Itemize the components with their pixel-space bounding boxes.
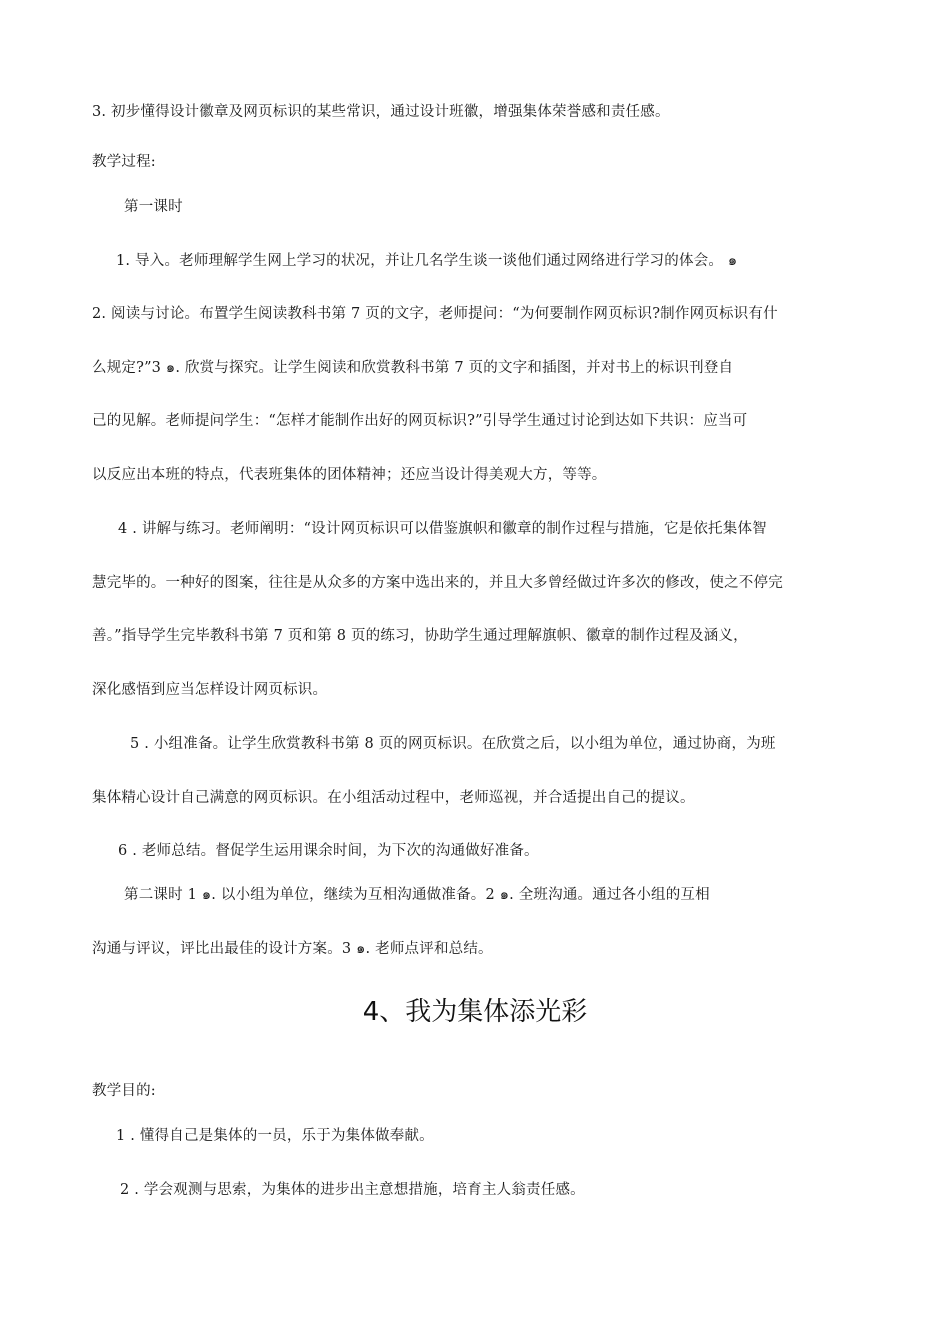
lesson-one-label: 第一课时 [124, 199, 183, 215]
goal-2: 2 . 学会观测与思索，为集体的进步出主意想措施，培育主人翁责任感。 [120, 1182, 585, 1198]
objective-3: 3. 初步懂得设计徽章及网页标识的某些常识，通过设计班徽，增强集体荣誉感和责任感。 [92, 104, 670, 120]
paragraph-line: 么规定?”3 ๑. 欣赏与探究。让学生阅读和欣赏教科书第 7 页的文字和插图，并对书上的标识刊登自 [92, 360, 734, 376]
section-label-goals: 教学目的: [92, 1083, 156, 1099]
lesson-two-line: 第二课时 1 ๑. 以小组为单位，继续为互相沟通做准备。2 ๑. 全班沟通。通过各小组的互相 [124, 887, 710, 903]
step-6-summary: 6 . 老师总结。督促学生运用课余时间，为下次的沟通做好准备。 [118, 843, 539, 859]
step-5-group: 5 . 小组准备。让学生欣赏教科书第 8 页的网页标识。在欣赏之后，以小组为单位，通过协商，为班 [130, 736, 776, 752]
paragraph-line: 善。”指导学生完毕教科书第 7 页和第 8 页的练习，协助学生通过理解旗帜、徽章的制作过程及涵义， [92, 628, 748, 644]
paragraph-line: 集体精心设计自己满意的网页标识。在小组活动过程中，老师巡视，并合适提出自己的提议。 [92, 790, 695, 806]
paragraph-line: 深化感悟到应当怎样设计网页标识。 [92, 682, 328, 698]
step-1-intro: 1. 导入。老师理解学生网上学习的状况，并让几名学生谈一谈他们通过网络进行学习的体会。 ๑ [116, 253, 738, 269]
paragraph-line: 己的见解。老师提问学生：“怎样才能制作出好的网页标识?”引导学生通过讨论到达如下共识：应当可 [92, 413, 748, 429]
paragraph-line: 沟通与评议，评比出最佳的设计方案。3 ๑. 老师点评和总结。 [92, 941, 493, 957]
section-label-process: 教学过程: [92, 154, 156, 170]
goal-1: 1 . 懂得自己是集体的一员，乐于为集体做奉献。 [116, 1128, 434, 1144]
section-heading: 4、我为集体添光彩 [362, 997, 588, 1027]
step-4-explain: 4 . 讲解与练习。老师阐明：“设计网页标识可以借鉴旗帜和徽章的制作过程与措施，它是依托集体智 [118, 521, 767, 537]
paragraph-line: 以反应出本班的特点，代表班集体的团体精神；还应当设计得美观大方，等等。 [92, 467, 607, 483]
paragraph-line: 慧完毕的。一种好的图案，往往是从众多的方案中选出来的，并且大多曾经做过许多次的修改，使之不停完 [92, 575, 783, 591]
paragraph-line: 2. 阅读与讨论。布置学生阅读教科书第 7 页的文字，老师提问：“为何要制作网页标识?制作网页标识有什 [92, 306, 778, 322]
